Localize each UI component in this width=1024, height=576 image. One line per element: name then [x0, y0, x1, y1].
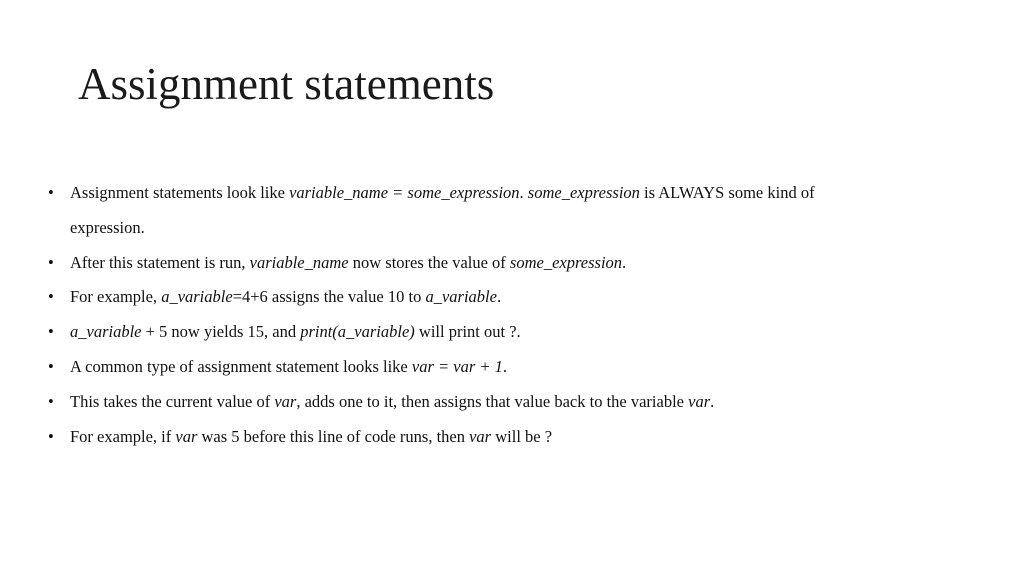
bullet-dot-icon: •: [48, 287, 54, 307]
bullet-item: [48, 315, 888, 350]
slide-title: Assignment statements: [78, 59, 495, 109]
bullet-code-text: var: [175, 426, 198, 446]
bullet-item: [48, 420, 888, 455]
bullet-code-text: print(a_variable): [300, 322, 415, 342]
bullet-text: + 5 now yields 15, and: [141, 322, 301, 342]
bullet-dot-icon: •: [48, 183, 54, 202]
bullet-text: For example,: [70, 287, 162, 307]
bullet-item: [48, 385, 888, 420]
bullet-text: .: [519, 183, 528, 202]
bullet-text: , adds one to it, then assigns that value back to the variable: [296, 391, 689, 411]
bullet-text: =4+6 assigns the value 10 to: [232, 287, 426, 307]
bullet-code-text: variable_name = some_expression: [289, 183, 520, 202]
bullet-text: is ALWAYS some kind of expression.: [70, 183, 815, 237]
bullet-text: .: [502, 356, 508, 376]
bullet-text: A common type of assignment statement looks like: [70, 356, 412, 376]
bullet-text: .: [496, 287, 502, 307]
bullet-code-text: variable_name: [249, 252, 349, 272]
bullet-code-text: a_variable: [161, 287, 233, 307]
bullet-text: .: [710, 391, 715, 411]
bullet-item: [48, 280, 888, 315]
bullet-code-text: a_variable: [70, 322, 142, 342]
bullet-code-text: a_variable: [425, 287, 497, 307]
bullet-text: Assignment statements look like: [70, 183, 290, 202]
bullet-dot-icon: •: [48, 356, 54, 376]
bullet-code-text: var: [469, 426, 492, 446]
bullet-dot-icon: •: [48, 391, 54, 411]
bullet-text: will print out ?.: [414, 322, 521, 342]
bullet-code-text: some_expression: [527, 183, 640, 202]
bullet-dot-icon: •: [48, 252, 54, 272]
bullet-text: After this statement is run,: [70, 252, 250, 272]
bullet-text: now stores the value of: [348, 252, 510, 272]
bullet-item: [48, 176, 888, 246]
bullet-text: was 5 before this line of code runs, then: [197, 426, 470, 446]
bullet-list: [48, 176, 888, 454]
bullet-item: [48, 246, 888, 281]
bullet-dot-icon: •: [48, 322, 54, 342]
bullet-dot-icon: •: [48, 426, 54, 446]
bullet-text: .: [622, 252, 627, 272]
bullet-text: For example, if: [70, 426, 176, 446]
bullet-text: This takes the current value of: [70, 391, 275, 411]
bullet-text: will be ?: [491, 426, 553, 446]
bullet-item: [48, 350, 888, 385]
bullet-code-text: var: [274, 391, 297, 411]
bullet-code-text: some_expression: [509, 252, 623, 272]
bullet-code-text: var = var + 1: [411, 356, 503, 376]
bullet-code-text: var: [688, 391, 711, 411]
